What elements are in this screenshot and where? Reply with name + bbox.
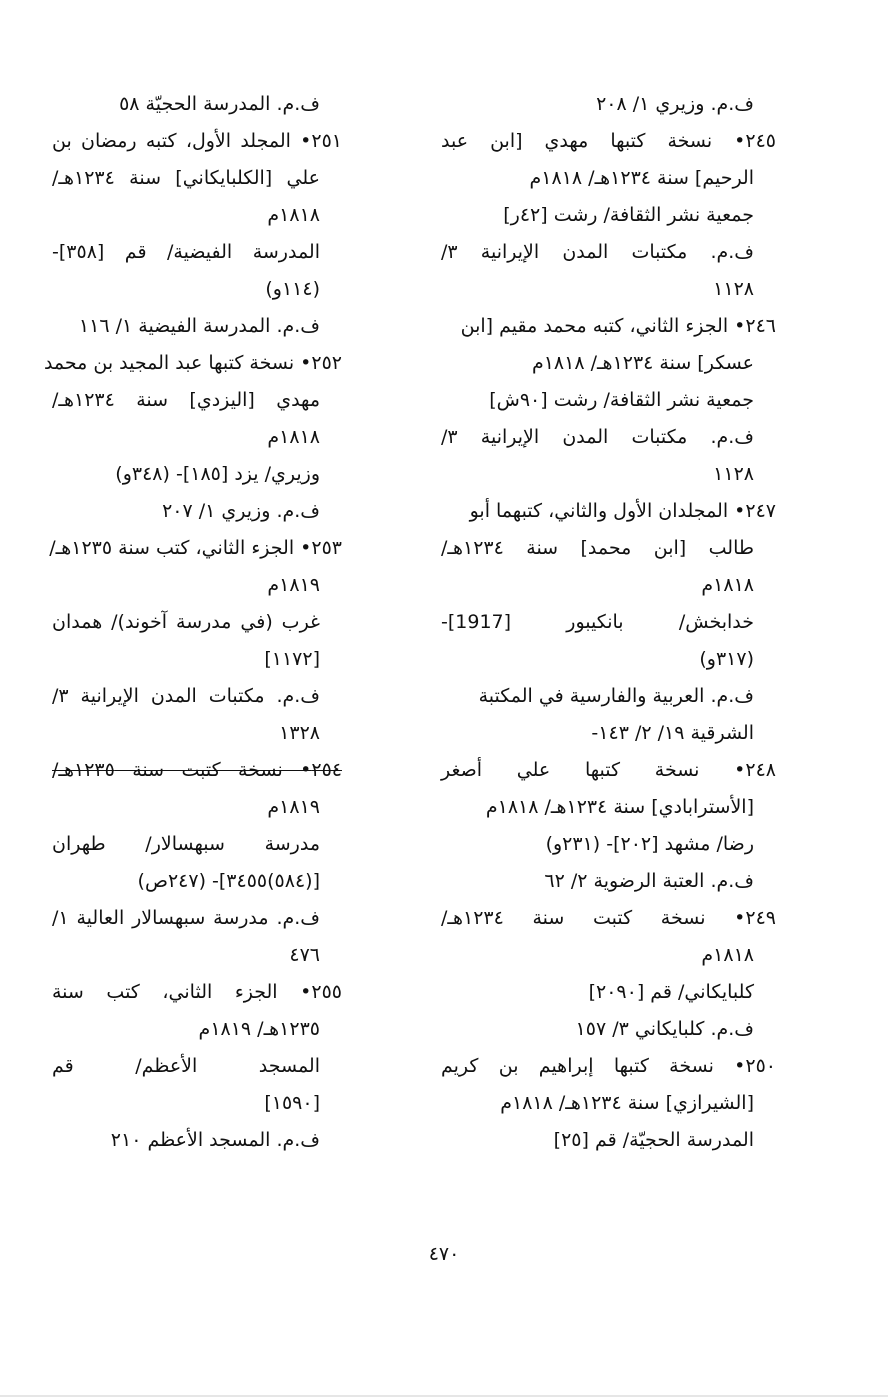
text-line: عسكر] سنة ١٢٣٤هـ/ ١٨١٨م xyxy=(531,352,754,374)
text-line: ف.م. مكتبات المدن الإيرانية ٣/ xyxy=(52,685,320,707)
text-line: ف.م. مكتبات المدن الإيرانية ٣/ xyxy=(441,241,754,263)
text-line: [١١٧٢] xyxy=(264,648,320,670)
text-line: المدرسة الحجيّة/ قم [٢٥] xyxy=(553,1129,754,1151)
text-line: ١١٢٨ xyxy=(713,463,754,485)
text-line: ٢٥٠• نسخة كتبها إبراهيم بن كريم xyxy=(441,1055,776,1077)
text-line: كلبايكاني/ قم [٢٠٩٠] xyxy=(588,981,754,1003)
text-line: ٢٥١• المجلد الأول، كتبه رمضان بن xyxy=(52,130,342,152)
page-number: ٤٧٠ xyxy=(428,1243,460,1265)
text-line: ف.م. وزيري ١/ ٢٠٧ xyxy=(162,500,320,522)
text-line: ٢٥٢• نسخة كتبها عبد المجيد بن محمد xyxy=(43,352,342,374)
text-line: رضا/ مشهد [٢٠٢]- (٢٣١و) xyxy=(545,833,754,855)
scan-edge-line xyxy=(0,1395,888,1397)
text-line: خدابخش/ بانكيبور [1917]- xyxy=(441,611,754,633)
text-line: (٣١٧و) xyxy=(699,648,754,670)
text-line: مدرسة سبهسالار/ طهران xyxy=(52,833,320,855)
text-line: ف.م. المدرسة الفيضية ١/ ١١٦ xyxy=(78,315,320,337)
text-line: ف.م. كلبايكاني ٣/ ١٥٧ xyxy=(575,1018,754,1040)
text-line: علي [الكلبايكاني] سنة ١٢٣٤هـ/ xyxy=(52,167,320,189)
text-line: ١٨١٨م xyxy=(267,204,320,226)
text-line: ف.م. العتبة الرضوية ٢/ ٦٢ xyxy=(544,870,754,892)
text-line: ١٨١٩م xyxy=(267,796,320,818)
text-line: ف.م. المسجد الأعظم ٢١٠ xyxy=(110,1129,320,1151)
text-line: الشرقية ١٩/ ٢/ ١٤٣- xyxy=(591,722,754,744)
text-line: ف.م. مكتبات المدن الإيرانية ٣/ xyxy=(441,426,754,448)
text-line: طالب [ابن محمد] سنة ١٢٣٤هـ/ xyxy=(441,537,754,559)
left-column xyxy=(43,86,342,1159)
text-line: ٢٤٦• الجزء الثاني، كتبه محمد مقيم [ابن xyxy=(460,315,776,337)
text-line: ١٨١٨م xyxy=(267,426,320,448)
text-line: غرب (في مدرسة آخوند)/ همدان xyxy=(52,611,320,633)
text-line: ٢٤٥• نسخة كتبها مهدي [ابن عبد xyxy=(441,130,776,152)
text-line: [١٥٩٠] xyxy=(264,1092,320,1114)
text-line: [الشيرازي] سنة ١٢٣٤هـ/ ١٨١٨م xyxy=(500,1092,754,1114)
text-line: المسجد الأعظم/ قم xyxy=(52,1055,320,1077)
text-line: ٢٥٣• الجزء الثاني، كتب سنة ١٢٣٥هـ/ xyxy=(49,537,342,559)
text-line: المدرسة الفيضية/ قم [٣٥٨]- xyxy=(52,241,320,263)
text-line: الرحيم] سنة ١٢٣٤هـ/ ١٨١٨م xyxy=(529,167,754,189)
text-line: ١٨١٨م xyxy=(701,574,754,596)
text-line: ف.م. وزيري ١/ ٢٠٨ xyxy=(596,93,754,115)
text-line: ١٨١٨م xyxy=(701,944,754,966)
text-line: ف.م. المدرسة الحجيّة ٥٨ xyxy=(119,93,320,115)
text-line: جمعية نشر الثقافة/ رشت [٩٠ش] xyxy=(489,389,754,411)
text-line: [(٥٨٤)٣٤٥٥]- (٢٤٧ص) xyxy=(137,870,320,892)
text-line: [الأسترابادي] سنة ١٢٣٤هـ/ ١٨١٨م xyxy=(485,796,754,818)
text-line: ف.م. العربية والفارسية في المكتبة xyxy=(478,685,754,707)
text-line: ف.م. مدرسة سبهسالار العالية ١/ xyxy=(52,907,320,929)
right-column xyxy=(441,86,776,1159)
text-line: جمعية نشر الثقافة/ رشت [٤٢ر] xyxy=(503,204,754,226)
text-line: ١٢٣٥هـ/ ١٨١٩م xyxy=(198,1018,320,1040)
text-line: ١٣٢٨ xyxy=(279,722,320,744)
text-line: ٢٥٥• الجزء الثاني، كتب سنة xyxy=(52,981,342,1003)
text-line: ٢٤٧• المجلدان الأول والثاني، كتبهما أبو xyxy=(469,500,776,522)
text-line: ٢٥٤• نسخة كتبت سنة ١٢٣٥هـ/ xyxy=(52,759,342,781)
text-line: ٢٤٨• نسخة كتبها علي أصغر xyxy=(441,759,776,781)
text-line: ٢٤٩• نسخة كتبت سنة ١٢٣٤هـ/ xyxy=(441,907,776,929)
text-line: ١٨١٩م xyxy=(267,574,320,596)
text-line: ٤٧٦ xyxy=(289,944,320,966)
text-line: مهدي [اليزدي] سنة ١٢٣٤هـ/ xyxy=(52,389,320,411)
text-line: (١١٤و) xyxy=(265,278,320,300)
text-line: ١١٢٨ xyxy=(713,278,754,300)
text-line: وزيري/ يزد [١٨٥]- (٣٤٨و) xyxy=(115,463,320,485)
